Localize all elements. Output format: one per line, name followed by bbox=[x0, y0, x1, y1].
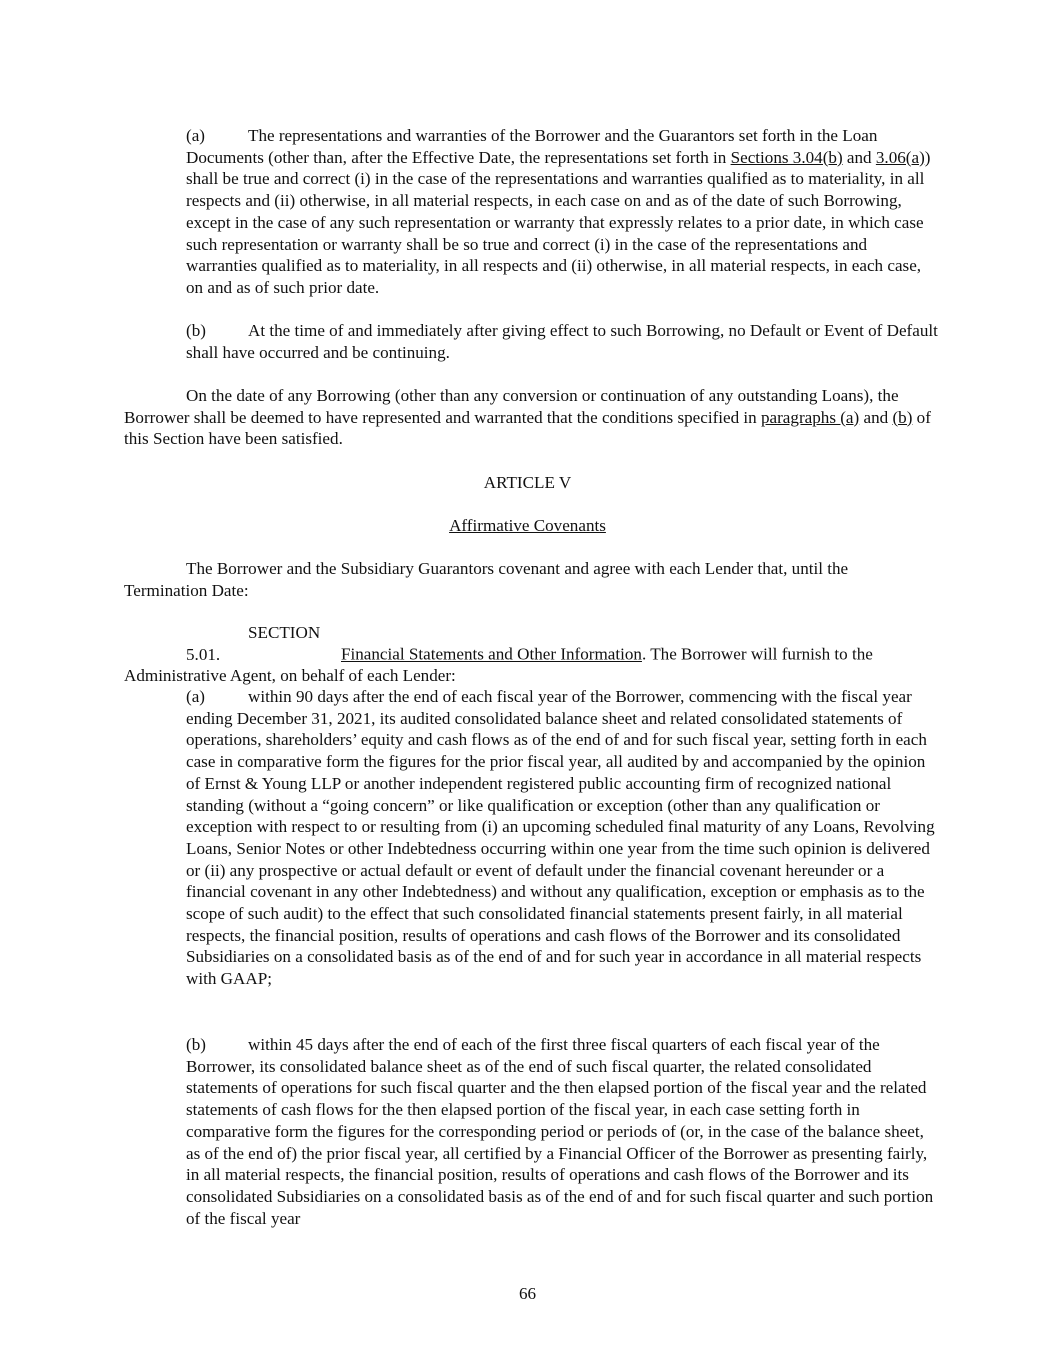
page-number: 66 bbox=[518, 1284, 537, 1303]
paragraph-label: (a) bbox=[186, 126, 205, 145]
article-title: Affirmative Covenants bbox=[449, 516, 606, 535]
article-heading: ARTICLE V bbox=[483, 473, 572, 492]
condition-paragraph-b: (b) At the time of and immediately after giving effect to such Borrowing, no Default or Event of Default shall have occurred and be continuing. bbox=[186, 321, 938, 362]
borrowing-deemed-representation-paragraph: On the date of any Borrowing (other than any conversion or continuation of any outstanding Loans), the Borrower shall be deemed to have represented and warranted that the conditions specified in paragraphs (a) and (b) of this Section have been satisfied. bbox=[124, 386, 931, 449]
section-number: SECTION 5.01. bbox=[186, 623, 321, 664]
covenant-intro-paragraph: The Borrower and the Subsidiary Guarantors covenant and agree with each Lender that, until the Termination Date: bbox=[124, 559, 849, 600]
cross-reference-link[interactable]: 3.06(a) bbox=[875, 147, 925, 167]
section-5-01-paragraph: SECTION 5.01. Financial Statements and Other Information. The Borrower will furnish to the Administrative Agent, on behalf of each Lender: bbox=[124, 623, 873, 686]
item-label: (b) bbox=[186, 1035, 206, 1054]
covenant-item-a: (a) within 90 days after the end of each fiscal year of the Borrower, commencing with the fiscal year ending December 31, 2021, its audited consolidated balance sheet and related consolidated statements of operations, shareholders’ equity and cash flows as of the end of and for such fiscal year, setting forth in each case in comparative form the figures for the prior fiscal year, all audited by and accompanied by the opinion of Ernst & Young LLP or another independent registered public accounting firm of recognized national standing (without a “going concern” or like qualification or exception (other than any qualification or exception with respect to or resulting from (i) an upcoming scheduled final maturity of any Loans, Revolving Loans, Senior Notes or other Indebtedness occurring within one year from the time such opinion is delivered or (ii) any prospective or actual default or event of default under the financial covenant hereunder or a financial covenant in any other Indebtedness) and without any qualification, exception or emphasis as to the scope of such audit) to the effect that such consolidated financial statements present fairly, in all material respects, the financial position, results of operations and cash flows of the Borrower and its consolidated Subsidiaries on a consolidated basis as of the end of and for such year in accordance in all material respects with GAAP; bbox=[186, 687, 935, 989]
paragraph-label: (b) bbox=[186, 321, 206, 340]
condition-paragraph-a: (a) The representations and warranties of the Borrower and the Guarantors set forth in the Loan Documents (other than, after the Effective Date, the representations set forth in Sections 3.04(b) and 3.06(a)) shall be true and correct (i) in the case of the representations and warranties qualified as to materiality, in all respects and (ii) otherwise, in all material respects, in each case on and as of the date of such Borrowing, except in the case of any such representation or warranty that expressly relates to a prior date, in which case such representation or warranty shall be so true and correct (i) in the case of the representations and warranties qualified as to materiality, in all respects and (ii) otherwise, in all material respects, in each case, on and as of such prior date. bbox=[186, 126, 931, 297]
cross-reference-link[interactable]: (b) bbox=[892, 407, 913, 427]
cross-reference-link[interactable]: paragraphs (a) bbox=[760, 407, 860, 427]
section-title: Financial Statements and Other Information bbox=[341, 644, 642, 664]
covenant-item-b: (b) within 45 days after the end of each of the first three fiscal quarters of each fiscal year of the Borrower, its consolidated balance sheet as of the end of such fiscal quarter, the related consolidated statements of operations for such fiscal quarter and the then elapsed portion of the fiscal year and the related statements of cash flows for the then elapsed portion of the fiscal year, in each case setting forth in comparative form the figures for the corresponding period or periods of (or, in the case of the balance sheet, as of the end of) the prior fiscal year, all certified by a Financial Officer of the Borrower as presenting fairly, in all material respects, the financial position, results of operations and cash flows of the Borrower and its consolidated Subsidiaries on a consolidated basis as of the end of and for such fiscal quarter and such portion of the fiscal year bbox=[186, 1035, 934, 1228]
item-label: (a) bbox=[186, 687, 205, 706]
cross-reference-link[interactable]: Sections 3.04(b) bbox=[730, 147, 843, 167]
